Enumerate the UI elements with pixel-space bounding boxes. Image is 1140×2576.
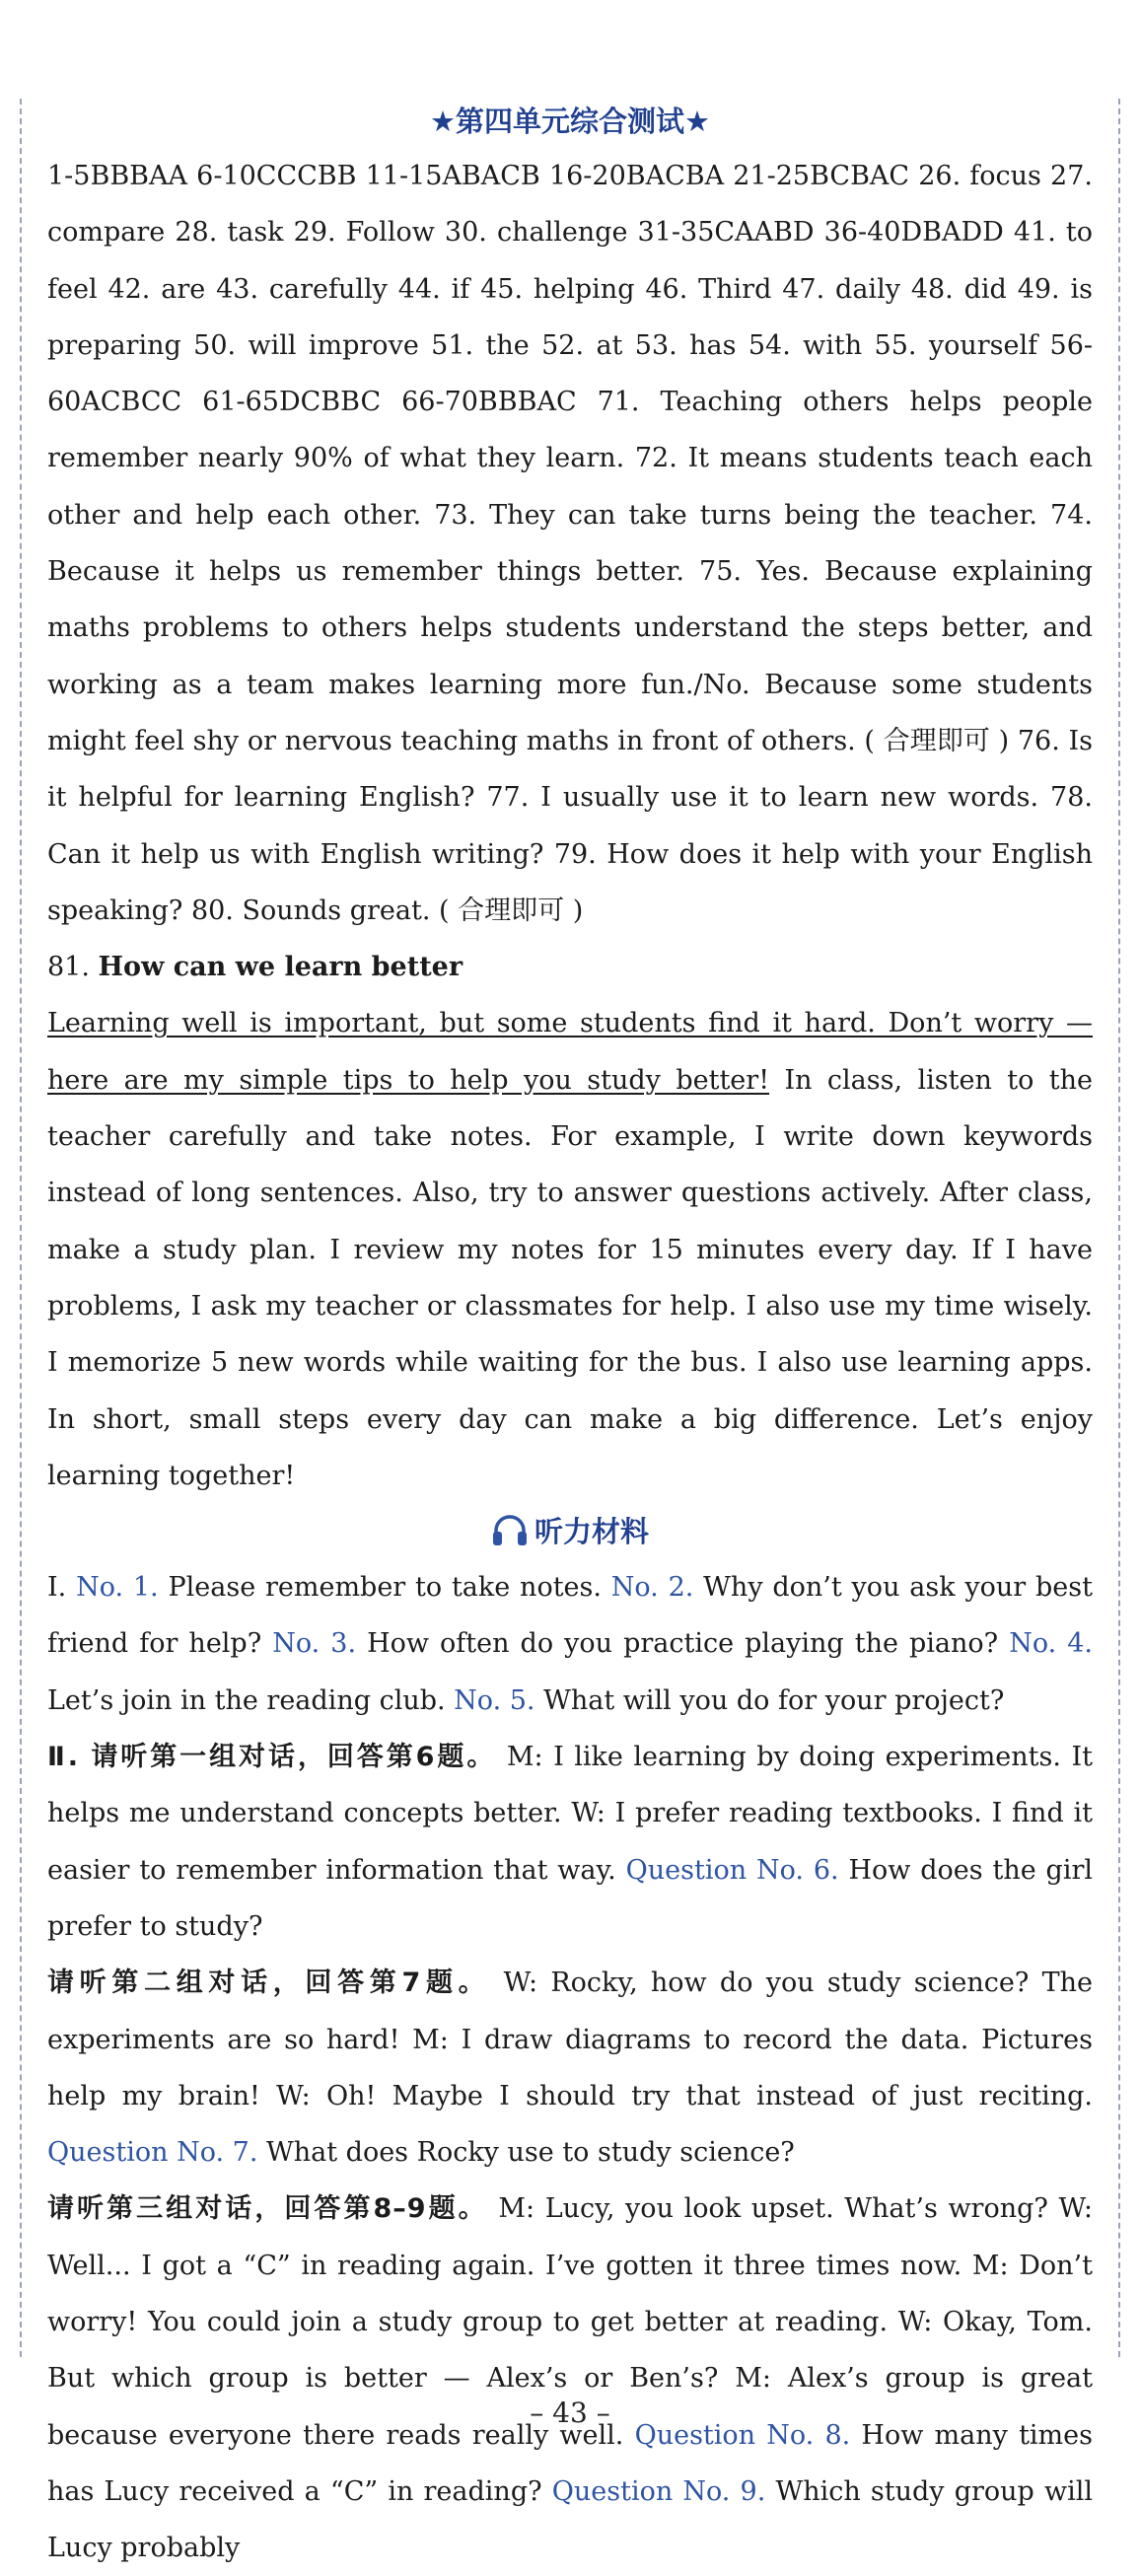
essay-paragraph xyxy=(47,995,1093,1504)
essay-number: 81. xyxy=(47,952,90,983)
essay-title: How can we learn better xyxy=(98,952,463,983)
essay-heading xyxy=(47,939,1093,995)
page-number: – 43 – xyxy=(530,2397,610,2429)
question-9-label: Question No. 9. xyxy=(551,2475,766,2507)
essay-underlined-intro: Learning well is important, but some students find it hard. Don’t worry — here are my simple tips to help you study better! xyxy=(47,1008,1093,1096)
question-8-label: Question No. 8. xyxy=(634,2419,851,2451)
item-text-5: What will you do for your project? xyxy=(534,1684,1005,1716)
part1-label: I. xyxy=(47,1572,77,1604)
question-6-label: Question No. 6. xyxy=(625,1854,839,1886)
listening-part1 xyxy=(47,1559,1093,1729)
dialog2-instruction: 请听第二组对话，回答第7题。 xyxy=(47,1968,491,1999)
item-text-2: Why don’t you ask your best friend for help? xyxy=(47,1572,1093,1660)
question-8-text: How many times has Lucy received a “C” in reading? xyxy=(47,2419,1093,2507)
right-binding-line xyxy=(1118,99,1120,2357)
dialog3-instruction: 请听第三组对话，回答第8–9题。 xyxy=(47,2193,488,2225)
item-no-1: No. 1. xyxy=(76,1572,159,1604)
item-no-4: No. 4. xyxy=(1009,1628,1093,1660)
item-no-3: No. 3. xyxy=(272,1628,357,1660)
question-6-text: How does the girl prefer to study? xyxy=(47,1854,1094,1942)
dialog3-text: M: Lucy, you look upset. What’s wrong? W: Well... I got a “C” in reading again. I’ve gotten it three times now. M: Don’t worry! You could join a study group to get better at reading. W: Okay, Tom. But which group is better — Alex’s or Ben’s? M: Alex’s group is great because everyone there reads really well. xyxy=(47,2193,1093,2451)
listening-dialog-1 xyxy=(47,1729,1093,1955)
item-no-2: No. 2. xyxy=(610,1572,694,1604)
answers-paragraph: 1-5BBBAA 6-10CCCBB 11-15ABACB 16-20BACBA 21-25BCBAC 26. focus 27. compare 28. task 29. Follow 30. challenge 31-35CAABD 36-40DBADD 41. to feel 42. are 43. carefully 44. if 45. helping 46. Third 47. daily 48. did 49. is preparing 50. will improve 51. the 52. at 53. has 54. with 55. yourself 56-60ACBCC 61-65DCBBC 66-70BBBAC 71. Teaching others helps people remember nearly 90% of what they learn. 72. It means students teach each other and help each other. 73. They can take turns being the teacher. 74. Because it helps us remember things better. 75. Yes. Because explaining maths problems to others helps students understand the steps better, and working as a team makes learning more fun./No. Because some students might feel shy or nervous teaching maths in front of others. ( 合理即可 ) 76. Is it helpful for learning English? 77. I usually use it to learn new words. 78. Can it help us with English writing? 79. How does it help with your English speaking? 80. Sounds great. ( 合理即可 ) xyxy=(47,161,1093,926)
page-content xyxy=(47,95,1093,2576)
item-no-5: No. 5. xyxy=(454,1684,535,1716)
essay-body: In class, listen to the teacher carefully and take notes. For example, I write down keywords instead of long sentences. Also, try to answer questions actively. After class, make a study plan. I review my notes for 15 minutes every day. If I have problems, I ask my teacher or classmates for help. I also use my time wisely. I memorize 5 new words while waiting for the bus. I also use learning apps. In short, small steps every day can make a big difference. Let’s enjoy learning together! xyxy=(47,1064,1093,1491)
listening-title-text: 听力材料 xyxy=(534,1515,649,1549)
left-binding-line xyxy=(20,99,22,2357)
section-title: ★第四单元综合测试★ xyxy=(430,105,710,138)
item-text-1: Please remember to take notes. xyxy=(158,1572,611,1604)
question-7-label: Question No. 7. xyxy=(47,2137,258,2169)
listening-dialog-2 xyxy=(47,1955,1093,2181)
question-7-text: What does Rocky use to study science? xyxy=(257,2137,795,2169)
dialog1-text: M: I like learning by doing experiments. It helps me understand concepts better. W: I prefer reading textbooks. I find it easier to remember information that way. xyxy=(47,1742,1093,1886)
listening-title xyxy=(47,1504,1093,1559)
headphones-icon xyxy=(491,1514,529,1547)
question-9-text: Which study group will Lucy probably xyxy=(47,2475,1093,2564)
dialog2-text: W: Rocky, how do you study science? The experiments are so hard! M: I draw diagrams to record the data. Pictures help my brain! W: Oh! Maybe I should try that instead of just reciting. xyxy=(47,1968,1093,2111)
item-text-3: How often do you practice playing the piano? xyxy=(356,1628,1010,1660)
dialog1-instruction: Ⅱ. 请听第一组对话，回答第6题。 xyxy=(47,1742,497,1773)
item-text-4: Let’s join in the reading club. xyxy=(47,1684,455,1716)
listening-dialog-3 xyxy=(47,2181,1093,2576)
